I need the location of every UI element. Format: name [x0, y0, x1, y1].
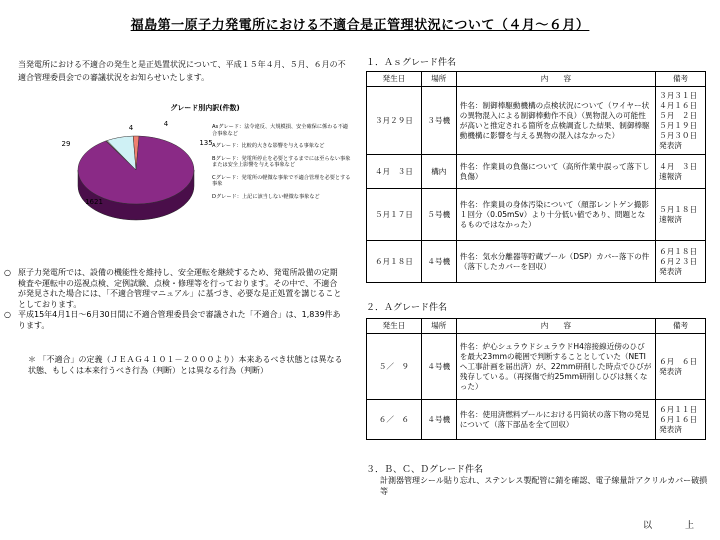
definition-note	[28, 355, 348, 376]
legend-item-c: Cグレード：発電所の軽微な事象で不適合管理を必要とする事象	[212, 174, 351, 187]
cell-date: ６月１８日	[367, 241, 422, 283]
cell-note: ４月 ３日 速報済	[656, 155, 706, 189]
header-place: 場所	[421, 72, 456, 87]
table-row	[367, 400, 706, 440]
chart-title: グレード別内訳(件数)	[170, 104, 240, 112]
cell-place: ５号機	[421, 189, 456, 241]
section3-text: 計測器管理シール貼り忘れ、ステンレス製配管に錆を確認、電子線量計アクリルカバー破損等	[380, 476, 708, 496]
header-date: 発生日	[367, 72, 422, 87]
table-row	[367, 87, 706, 155]
cell-content: 件名：作業員の身体汚染について（顔部レントゲン撮影１回分（0.05mSv）より十分低い値であり、問題となるものではなかった）	[456, 189, 655, 241]
legend-item-d: Dグレード：上記に該当しない軽微な事象など	[212, 193, 320, 200]
paragraph-2	[4, 310, 344, 331]
table-row	[367, 241, 706, 283]
cell-note: ６月１１日 ６月１６日 発表済	[656, 400, 706, 440]
circle-bullet-icon: ○	[4, 268, 11, 277]
section3-heading: ３．Ｂ、Ｃ、Ｄグレード件名	[366, 465, 484, 475]
legend-item-as: Asグレード：法令違反、大規模損、安全確保に係わる不適合事象など	[212, 124, 348, 137]
cell-date: ５月１７日	[367, 189, 422, 241]
paragraph-text: 原子力発電所では、設備の機能性を維持し、安全運転を継続するため、発電所設備の定期検査や運転中の巡視点検、定例試験、点検・修理等を行っております。その中で、不適合が発見された場合には、「不適合管理マニュアル」に基づき、必要な是正処置を講じることとしております。	[18, 268, 342, 309]
pie-data-label-Cグレード: 29	[61, 140, 71, 148]
cell-date: ５／ ９	[367, 334, 422, 400]
paragraph-1	[4, 268, 344, 310]
header-content: 内 容	[456, 319, 655, 334]
cell-content: 件名：制御棒駆動機構の点検状況について（ワイヤー状の異物混入による制御棒動作不良）（異物混入の可能性が高いと推定される箇所を点検調査した結果、制御棒駆動機構に影響を与える異物の混入はなかった）	[456, 87, 655, 155]
as-grade-table	[366, 71, 706, 283]
explanation-paragraphs	[4, 268, 344, 331]
table-row	[367, 189, 706, 241]
asterisk-icon: ＊	[28, 355, 36, 364]
pie-data-label-Asグレード: 4	[128, 124, 134, 132]
header-note: 備考	[656, 319, 706, 334]
header-place: 場所	[421, 319, 456, 334]
cell-date: ６／ ６	[367, 400, 422, 440]
table-header-row	[367, 319, 706, 334]
closing-mark: 以 上	[642, 521, 706, 531]
cell-note: ６月 ６日 発表済	[656, 334, 706, 400]
section1-heading: １．Ａｓグレード件名	[366, 58, 457, 68]
legend-item-b: Bグレード：発電所停止を必要とするまでには至らない事象または安全上影響を与える事象など	[212, 155, 351, 168]
header-content: 内 容	[456, 72, 655, 87]
legend-item-a: Aグレード：比較的大きな影響を与える事象など	[212, 143, 325, 149]
definition-text: 「不適合」の定義（ＪＥＡＧ４１０１－２０００より）本来あるべき状態とは異なる状態、もしくは本来行うべき行為（判断）とは異なる行為（判断）	[28, 355, 343, 375]
cell-date: ３月２９日	[367, 87, 422, 155]
circle-bullet-icon: ○	[4, 310, 11, 319]
cell-content: 件名：作業員の負傷について（高所作業中誤って落下し負傷）	[456, 155, 655, 189]
chart-legend	[212, 124, 352, 206]
cell-note: ５月１８日 速報済	[656, 189, 706, 241]
pie-data-label-Aグレード: 4	[163, 120, 169, 128]
cell-place: ３号機	[421, 87, 456, 155]
a-grade-table	[366, 318, 706, 440]
cell-place: 構内	[421, 155, 456, 189]
cell-content: 件名：気水分離器等貯蔵プール（DSP）カバー落下の件（落下したカバーを回収）	[456, 241, 655, 283]
section2-heading: ２．Ａグレード件名	[366, 303, 448, 313]
cell-content: 件名：炉心シュラウドシュラウドH4溶接線近傍のひびを最大23mmの範囲で判断することとしていた（NETIへ工事計画を届出済）が、22mm研削した時点でひびが残存している。（再探傷で約25mm研削しひびは無くなった）	[456, 334, 655, 400]
cell-content: 件名：使用済燃料プールにおける円筒状の落下物の発見について（落下部品を全て回収）	[456, 400, 655, 440]
page-title: 福島第一原子力発電所における不適合是正管理状況について（４月～６月）	[130, 18, 590, 33]
cell-note: ３月３１日 ４月１６日 ５月 ２日 ５月１９日 ５月３０日 発表済	[656, 87, 706, 155]
table-row	[367, 155, 706, 189]
header-note: 備考	[656, 72, 706, 87]
header-date: 発生日	[367, 319, 422, 334]
cell-place: ４号機	[421, 400, 456, 440]
paragraph-text: 平成15年4月1日～6月30日間に不適合管理委員会で審議された「不適合」は、1,839件あります。	[18, 310, 341, 330]
table-row	[367, 334, 706, 400]
pie-data-label-Bグレード: 135	[199, 139, 213, 147]
cell-place: ４号機	[421, 334, 456, 400]
cell-place: ４号機	[421, 241, 456, 283]
cell-note: ６月１８日 ６月２３日 発表済	[656, 241, 706, 283]
table-header-row	[367, 72, 706, 87]
intro-text: 当発電所における不適合の発生と是正処置状況について、平成１５年４月、５月、６月の不適合管理委員会での審議状況をお知らせいたします。	[18, 60, 346, 82]
cell-date: ４月 ３日	[367, 155, 422, 189]
pie-data-label-Dグレード: 1621	[85, 198, 103, 206]
